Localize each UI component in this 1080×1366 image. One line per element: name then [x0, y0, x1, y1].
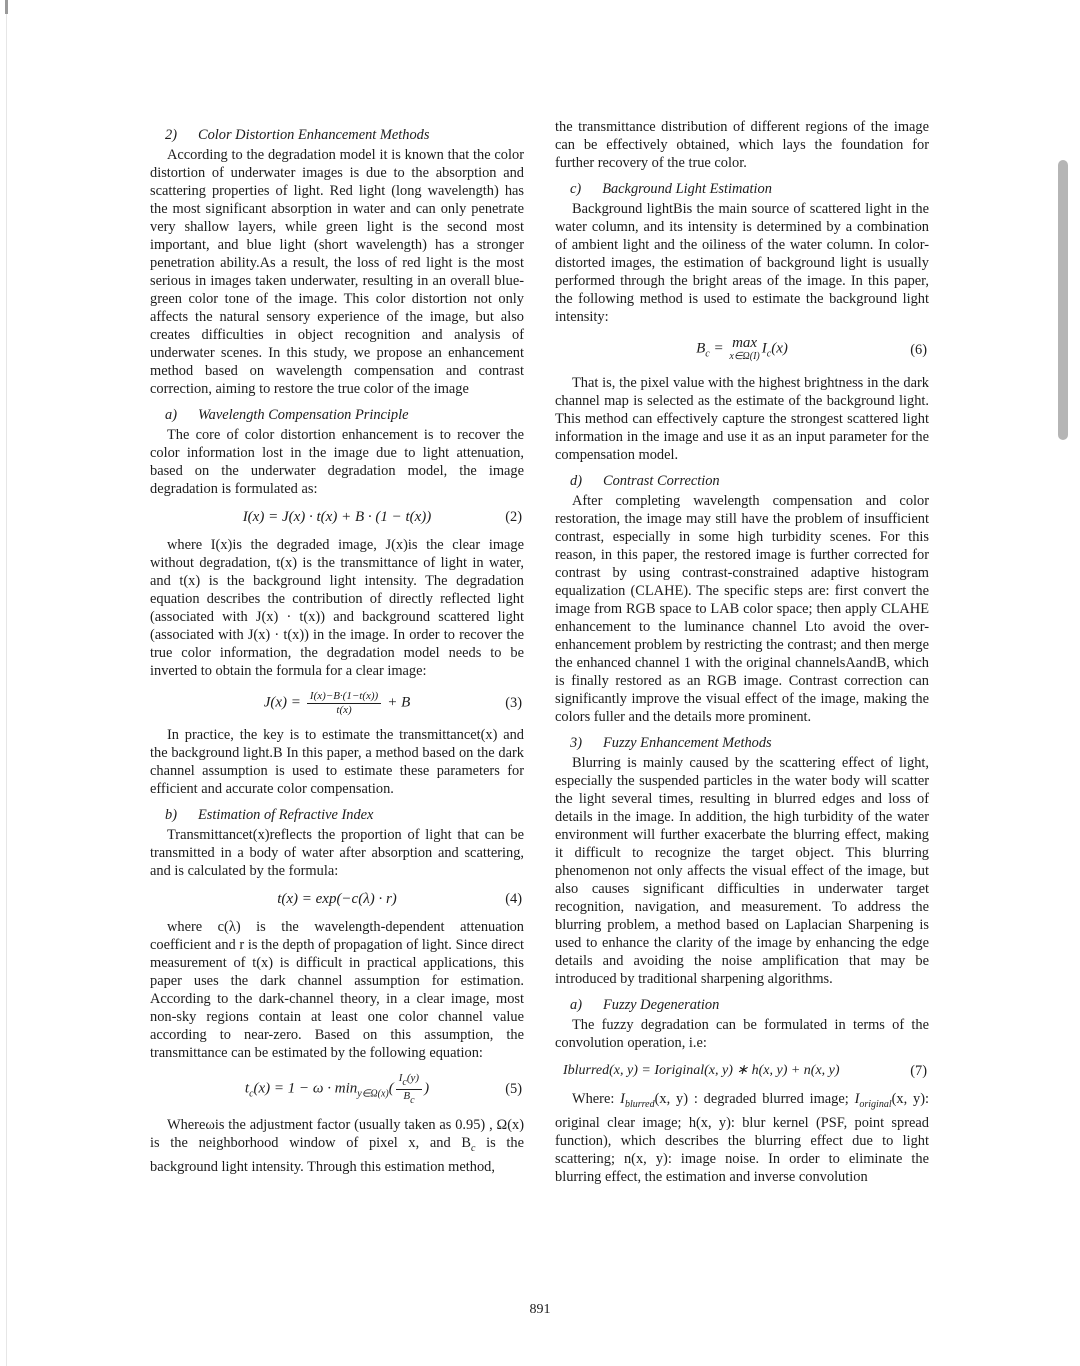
paragraph: In practice, the key is to estimate the transmittancet(x) and the background light.B In this paper, a method based on the dark channel assumption is used to estimate these parameters for efficient and accurate color compensation. — [150, 727, 524, 798]
paragraph: The fuzzy degradation can be formulated in terms of the convolution operation, i.e: — [555, 1016, 929, 1051]
subscript: c — [470, 1143, 476, 1155]
paragraph: Where: $I_{blurred}(x$, y) : degraded blurred image; $I_{original}(x$, y): original clear image; h(x, y): blur kernel (PSF, point spread function), which describes the blurring effect due to light scattering; n(x, y): image noise. In order to eliminate the blurring effect, the estimation and inverse convolution — [555, 1090, 930, 1185]
max-operator: max x∈Ω(I) — [729, 335, 760, 362]
heading-label: 2) — [165, 127, 177, 143]
equation-lhs: B — [696, 340, 706, 357]
fraction — [307, 690, 381, 716]
heading-label: b) — [165, 807, 177, 824]
heading-title: Contrast Correction — [603, 472, 720, 489]
paragraph: After completing wavelength compensation and color restoration, the image may still have the problem of insufficient contrast, especially in some high turbidity scenes. For this reason, in this paper, the restored image is further corrected for contrast by using contrast-constrained adaptive histogram equalization (CLAHE). The specific steps are: first convert the image from RGB space to LAB color space; then apply CLAHE enhancement to the luminance channel Lto avoid the over-enhancement problem by restricting the contrast; and then merge the enhanced channel 1 with the original channelsAandB, which is finally restored as an RGB image. Contrast correction can significantly improve the visual effect of the image, making the colors fuller and the details more prominent. — [555, 492, 929, 725]
subscript: c — [766, 348, 772, 360]
equation-lhs: t — [244, 1080, 250, 1097]
equation-lhs: J(x) = — [263, 694, 301, 711]
section-heading-color-distortion — [150, 126, 524, 144]
fraction-denominator: Bc — [403, 1089, 415, 1106]
equation-6 — [555, 336, 929, 364]
paragraph: Whereωis the adjustment factor (usually taken as 0.95) , Ω(x) is the neighborhood window of pixel x, and $B_c$ is the background light intensity. Through this estimation method, — [150, 1117, 525, 1176]
section-heading-contrast-correction — [555, 472, 929, 490]
page-left-edge — [6, 0, 7, 1366]
heading-label: a) — [165, 407, 177, 423]
subscript: blurred — [624, 1098, 655, 1110]
fraction-denominator: t(x) — [336, 703, 352, 716]
paragraph: where I(x)is the degraded image, J(x)is the clear image without degradation, t(x) is the transmittance of light in water, and t(x) is the background light intensity. The degradation equation describes the contribution of directly reflected light (associated with J(x) · t(x)) and background scattered light (associated with J(x) · t(x)) in the image. In order to recover the true color information, the degradation model needs to be inverted to obtain the formula for a clear image: — [150, 537, 524, 679]
equation-body: I(x) = J(x) · t(x) + B · (1 − t(x)) — [242, 509, 432, 525]
subscript: y∈Ω(x) — [357, 1088, 389, 1100]
equals: = — [709, 340, 728, 357]
paragraph: the transmittance distribution of different regions of the image can be effectively obtained, which lays the foundation for further recovery of the true color. — [555, 119, 929, 171]
paragraph: Transmittancet(x)reflects the proportion of light that can be transmitted in a body of water after absorption and scattering, and is calculated by the formula: — [150, 827, 524, 880]
equation-number: (2) — [505, 509, 522, 525]
paragraph: According to the degradation model it is known that the color distortion of underwater images is due to the absorption and scattering properties of light. Red light (long wavelength) has the most significant absorption in water and can only penetrate very shallow layers, while green light is the second most important, and blue light (short wavelength) has a stronger penetration ability.As a result, the loss of red light is the most serious in images taken underwater, resulting in an overall blue-green color tone of the image. This color distortion not only affects the natural sensory experience of the image, but also creates difficulties in object recognition and analysis of underwater scenes. In this study, we propose an enhancement method based on wavelength compensation and contrast correction, aiming to restore the true color of the image — [150, 147, 524, 397]
scrollbar-thumb[interactable] — [1058, 160, 1068, 440]
paragraph: Background lightBis the main source of scattered light in the water column, and its intensity is determined by a combination of ambient light and the oiliness of the water column. In color-distorted images, the estimation of background light is usually performed through the bright areas of the image. In this paper, the following method is used to estimate the background light intensity: — [555, 201, 929, 325]
paren-close: ) — [424, 1080, 430, 1097]
page-number: 891 — [529, 1302, 551, 1317]
subscript: c — [249, 1088, 254, 1100]
section-heading-background-light — [555, 180, 929, 198]
heading-title: Wavelength Compensation Principle — [198, 407, 409, 423]
paragraph: Blurring is mainly caused by the scattering effect of light, especially the suspended particles in the water body will scatter the light several times, resulting in blurred edges and loss of details in the image. In addition, the high turbidity of the water environment will further exacerbate the blurring effect, making it difficult to recognize the target object. This blurring phenomenon not only affects the visual effect of the image, but also causes significant difficulties in underwater target recognition, navigation, and measurement. To address the blurring problem, a method based on Laplacian Sharpening is used to enhance the clarity of the image by enhancing the edge details and avoiding the noise amplification that may be introduced by traditional sharpening algorithms. — [555, 754, 929, 987]
subscript: original — [859, 1098, 892, 1110]
heading-label: c) — [570, 181, 582, 197]
page-corner-mark — [5, 0, 8, 14]
fraction-numerator: Ic(y) — [396, 1072, 422, 1090]
equation-2 — [150, 508, 524, 526]
equation-body: t(x) = exp(−c(λ) · r) — [277, 891, 397, 908]
heading-title: Fuzzy Enhancement Methods — [603, 734, 772, 751]
equation-mid: (x) = 1 − ω · min — [253, 1080, 358, 1097]
equation-tail: + B — [387, 694, 411, 711]
heading-title: Fuzzy Degeneration — [603, 996, 720, 1013]
left-column — [150, 118, 524, 1176]
equation-3 — [150, 690, 524, 716]
equation-number: (6) — [910, 341, 927, 358]
equation-number: (5) — [505, 1081, 522, 1098]
equation-rhs: I — [761, 340, 767, 357]
heading-title: Color Distortion Enhancement Methods — [198, 127, 430, 143]
heading-label: d) — [570, 472, 582, 489]
section-heading-fuzzy-enhancement — [555, 734, 929, 752]
fraction — [396, 1072, 422, 1106]
section-heading-refractive-index — [150, 806, 524, 824]
equation-number: (4) — [505, 891, 522, 908]
right-column — [555, 118, 929, 1186]
heading-label: a) — [570, 996, 582, 1013]
equation-7 — [555, 1062, 929, 1080]
section-heading-wavelength-compensation — [150, 406, 524, 424]
heading-label: 3) — [570, 734, 582, 751]
paragraph: The core of color distortion enhancement is to recover the color information lost in the image due to light attenuation, based on the underwater degradation model, the image degradation is formulated as: — [150, 427, 524, 497]
equation-4 — [150, 890, 524, 908]
equation-number: (3) — [505, 695, 522, 712]
heading-title: Background Light Estimation — [602, 181, 772, 197]
paren-open: ( — [388, 1080, 394, 1097]
equation-rhs-args: (x) — [771, 340, 788, 357]
equation-body: Iblurred(x, y) = Ioriginal(x, y) ∗ h(x, y) + n(x, y) — [563, 1062, 840, 1078]
fraction-numerator: I(x)−B·(1−t(x)) — [307, 690, 381, 704]
equation-5 — [150, 1072, 524, 1106]
subscript: c — [705, 348, 710, 360]
section-heading-fuzzy-degeneration — [555, 996, 929, 1014]
equation-number: (7) — [910, 1062, 927, 1079]
heading-title: Estimation of Refractive Index — [198, 807, 374, 824]
paragraph: That is, the pixel value with the highest brightness in the dark channel map is selected as the estimate of the background light. This method can effectively capture the strongest scattered light information in the image and use it as an input parameter for the compensation model. — [555, 374, 929, 463]
paragraph: where c(λ) is the wavelength-dependent attenuation coefficient and r is the depth of propagation of light. Since direct measurement of t(x) is difficult in practical applications, this paper uses the dark channel assumption for estimation. According to the dark-channel theory, in a clear image, most non-sky regions contain at least one color channel value according to near-zero. Based on this assumption, the transmittance can be estimated by the following equation: — [150, 919, 524, 1062]
